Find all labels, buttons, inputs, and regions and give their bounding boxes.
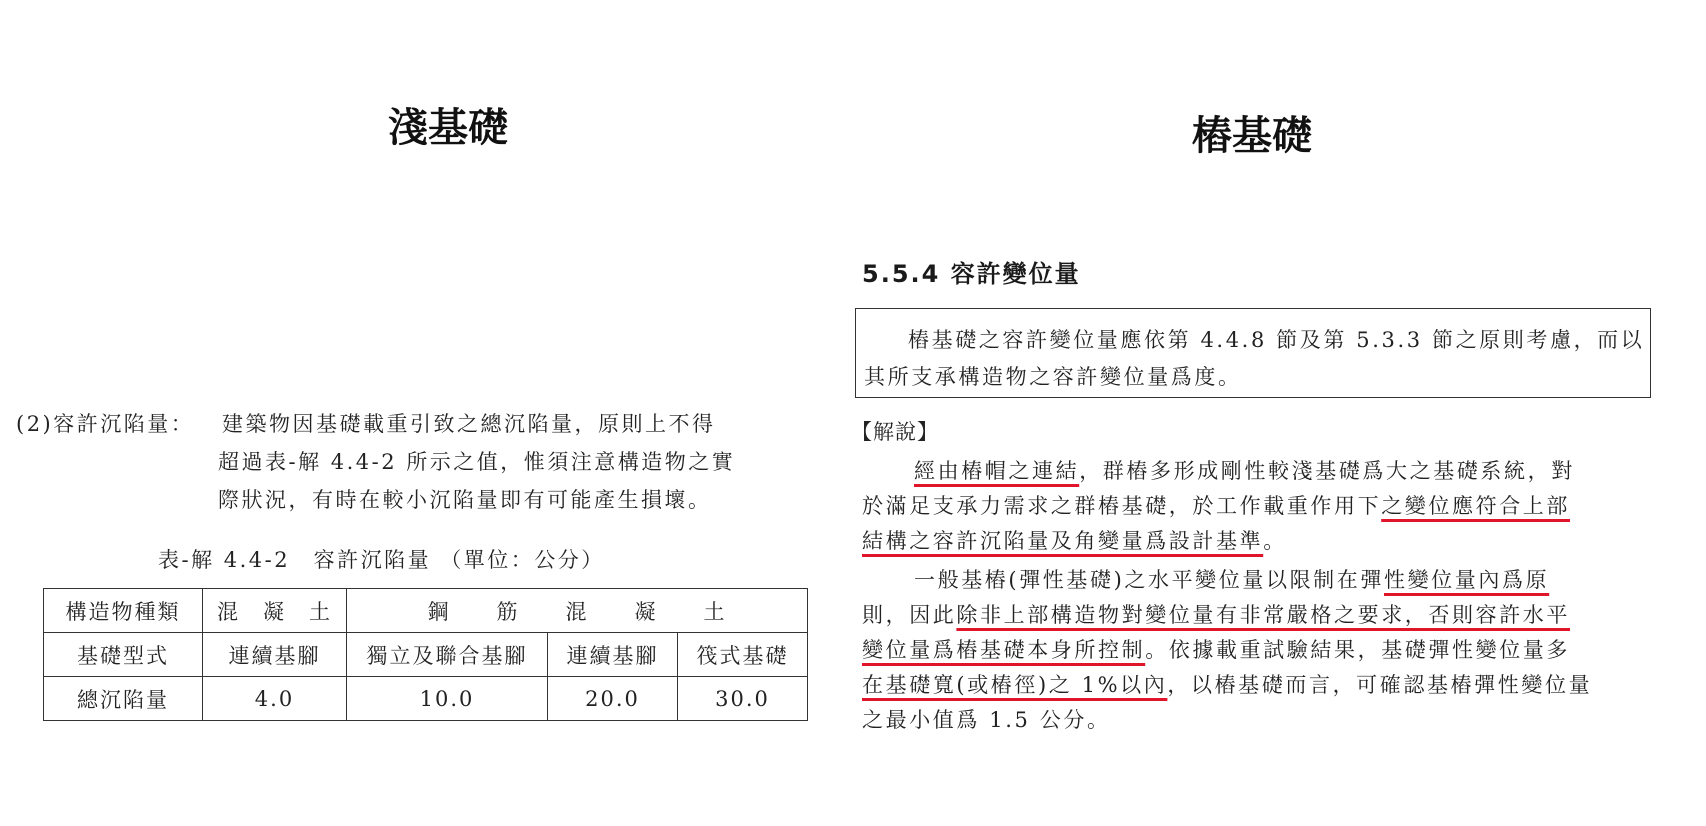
table-cell: 筏式基礎 <box>678 633 808 677</box>
table-cell: 30.0 <box>678 677 808 721</box>
explanation-body <box>862 455 1662 735</box>
p1-line-2 <box>862 490 1570 520</box>
box-line-1: 樁基礎之容許變位量應依第 4.4.8 節及第 5.3.3 節之原則考慮，而以 <box>908 328 1645 352</box>
underlined-text: 經由樁帽之連結 <box>914 459 1080 483</box>
p1-line-1 <box>914 455 1575 485</box>
item-line-1: 建築物因基礎載重引致之總沉陷量，原則上不得 <box>222 412 716 436</box>
plain-text: ，以樁基礎而言，可確認基樁彈性變位量 <box>1167 673 1593 697</box>
plain-text: ，群樁多形成剛性較淺基礎爲大之基礎系統，對 <box>1079 459 1575 483</box>
provision-box <box>855 308 1651 398</box>
left-title: 淺基礎 <box>388 105 508 151</box>
settlement-table <box>43 588 808 721</box>
p2-line-4 <box>862 669 1592 699</box>
p1-line-3 <box>862 525 1287 555</box>
right-title: 樁基礎 <box>1192 113 1312 159</box>
p2-line-5: 之最小值爲 1.5 公分。 <box>862 708 1111 732</box>
underlined-text: 變位量爲樁基礎本身所控制 <box>862 638 1146 662</box>
underlined-text: 除非上部構造物對變位量有非常嚴格之要求，否則容許水平 <box>956 603 1571 627</box>
table-caption: 表-解 4.4-2 容許沉陷量 （單位：公分） <box>158 548 605 572</box>
table-cell: 20.0 <box>548 677 678 721</box>
plain-text: 。 <box>1263 529 1287 553</box>
explain-label: 【解說】 <box>851 420 939 444</box>
item-line-2: 超過表-解 4.4-2 所示之值，惟須注意構造物之實 <box>218 450 736 474</box>
table-cell: 連續基腳 <box>548 633 678 677</box>
table-cell: 4.0 <box>203 677 347 721</box>
underlined-text: 性變位量內爲原 <box>1383 568 1550 592</box>
plain-text: 於滿足支承力需求之群樁基礎，於工作載重作用下 <box>862 494 1382 518</box>
underlined-text: 結構之容許沉陷量及角變量爲設計基準 <box>862 529 1264 553</box>
section-heading: 5.5.4 容許變位量 <box>862 260 1081 288</box>
table-cell: 鋼 筋 混 凝 土 <box>347 589 808 633</box>
item-line-3: 際狀況，有時在較小沉陷量即有可能產生損壞。 <box>218 488 712 512</box>
underlined-text: 在基礎寬(或樁徑)之 1%以內 <box>862 673 1168 697</box>
box-line-2: 其所支承構造物之容許變位量爲度。 <box>864 365 1242 389</box>
table-row <box>44 633 808 677</box>
table-cell: 10.0 <box>347 677 548 721</box>
plain-text: 。依據載重試驗結果，基礎彈性變位量多 <box>1145 638 1571 662</box>
p2-line-1 <box>914 564 1549 594</box>
table-cell: 獨立及聯合基腳 <box>347 633 548 677</box>
plain-text: 一般基樁(彈性基礎)之水平變位量以限制在彈 <box>914 568 1384 592</box>
table-cell: 基礎型式 <box>44 633 203 677</box>
item-label: (2)容許沉陷量： <box>16 412 195 436</box>
table-row <box>44 589 808 633</box>
table-cell: 構造物種類 <box>44 589 203 633</box>
table-row <box>44 677 808 721</box>
table-cell: 總沉陷量 <box>44 677 203 721</box>
p2-line-2 <box>862 599 1570 629</box>
p2-line-3 <box>862 634 1570 664</box>
table-cell: 連續基腳 <box>203 633 347 677</box>
table-cell: 混 凝 土 <box>203 589 347 633</box>
underlined-text: 之變位應符合上部 <box>1381 494 1571 518</box>
plain-text: 則，因此 <box>862 603 957 627</box>
